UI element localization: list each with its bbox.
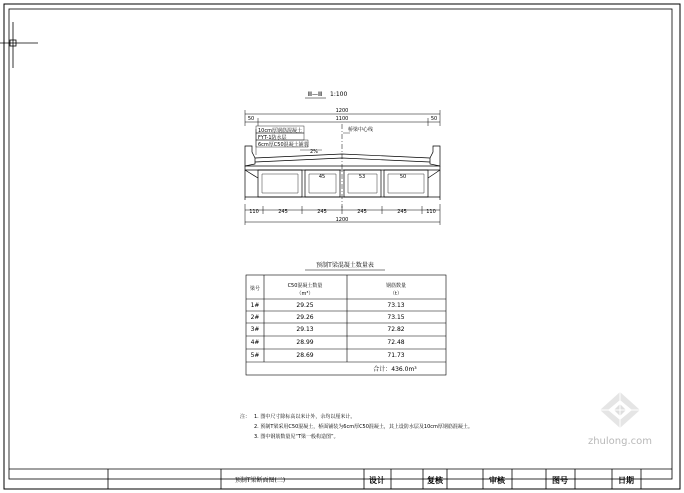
dim-left-edge: 50	[247, 116, 255, 122]
box-label-3: 50	[399, 174, 407, 180]
table-header-steel-1: 钢筋数量	[385, 283, 407, 289]
table-row-2-id: 2#	[250, 314, 260, 321]
layer-label-3: 6cm厚C50混凝土铺装	[258, 142, 309, 148]
dim-total-top: 1200	[335, 108, 349, 114]
watermark-logo-icon	[600, 392, 640, 428]
dim-total-bottom: 1200	[335, 217, 349, 223]
layer-label-1: 10cm厚钢筋混凝土	[258, 128, 302, 134]
note-3: 3. 图中钢筋数量见“T梁一般构造图”。	[254, 434, 339, 440]
dim-bottom-seg-5: 245	[397, 209, 407, 215]
table-header-concrete-2: （m³）	[296, 291, 314, 297]
table-row-2-steel: 73.15	[387, 314, 405, 321]
dim-bottom-seg-3: 245	[317, 209, 327, 215]
table-row-5-concrete: 28.69	[296, 352, 314, 359]
drawing-name: 预制T梁断面图(二)	[234, 477, 286, 484]
layer-label-2: FYT-1防水层	[258, 135, 287, 141]
label-review: 审核	[489, 476, 505, 485]
label-date: 日期	[618, 476, 634, 485]
section-title: Ⅲ—Ⅲ	[307, 91, 323, 98]
dim-bottom-seg-2: 245	[278, 209, 288, 215]
inner-frame	[9, 9, 672, 479]
table-row-4-steel: 72.48	[387, 339, 405, 346]
layer-label-slope: 2%	[310, 149, 318, 155]
center-label: 桥梁中心线	[348, 127, 374, 133]
table-row-4-concrete: 28.99	[296, 339, 314, 346]
dim-bottom-seg-6: 110	[426, 209, 436, 215]
dim-right-edge: 50	[430, 116, 438, 122]
table-row-1-concrete: 29.25	[296, 302, 314, 309]
table-row-1-id: 1#	[250, 302, 260, 309]
box-label-1: 45	[318, 174, 326, 180]
table-row-3-steel: 72.82	[387, 326, 405, 333]
table-row-5-steel: 71.73	[387, 352, 405, 359]
table-header-steel-2: （t）	[390, 291, 402, 297]
dim-bottom-seg-4: 245	[357, 209, 367, 215]
box-label-2: 53	[358, 174, 366, 180]
table-header-id: 梁号	[249, 286, 261, 292]
label-drawing-no: 图号	[552, 476, 568, 485]
label-design: 设计	[369, 476, 385, 485]
table-title: 预制T梁混凝土数量表	[316, 262, 374, 269]
notes-label: 注：	[240, 414, 251, 420]
table-total: 合计：436.0m³	[373, 366, 417, 373]
crosshair-icon	[0, 22, 38, 68]
dim-bottom-seg-1: 110	[249, 209, 259, 215]
note-1: 1. 图中尺寸除标高以米计外，余均以厘米计。	[254, 414, 356, 420]
table-row-2-concrete: 29.26	[296, 314, 314, 321]
label-check: 复核	[427, 476, 443, 485]
watermark-text: zhulong.com	[587, 436, 653, 447]
table-row-1-steel: 73.13	[387, 302, 405, 309]
section-scale: 1:100	[330, 91, 348, 98]
table-row-3-id: 3#	[250, 326, 260, 333]
table-row-4-id: 4#	[250, 339, 260, 346]
table-row-3-concrete: 29.13	[296, 326, 314, 333]
table-header-concrete-1: C50混凝土数量	[287, 283, 323, 289]
table-row-5-id: 5#	[250, 352, 260, 359]
dim-middle: 1100	[335, 116, 349, 122]
quantity-table	[246, 275, 446, 375]
note-2: 2. 预制T梁采用C50混凝土，桥面铺装为6cm厚C50混凝土，其上设防水层及10cm厚钢筋混凝土。	[254, 424, 473, 430]
cross-section-drawing	[245, 146, 440, 200]
